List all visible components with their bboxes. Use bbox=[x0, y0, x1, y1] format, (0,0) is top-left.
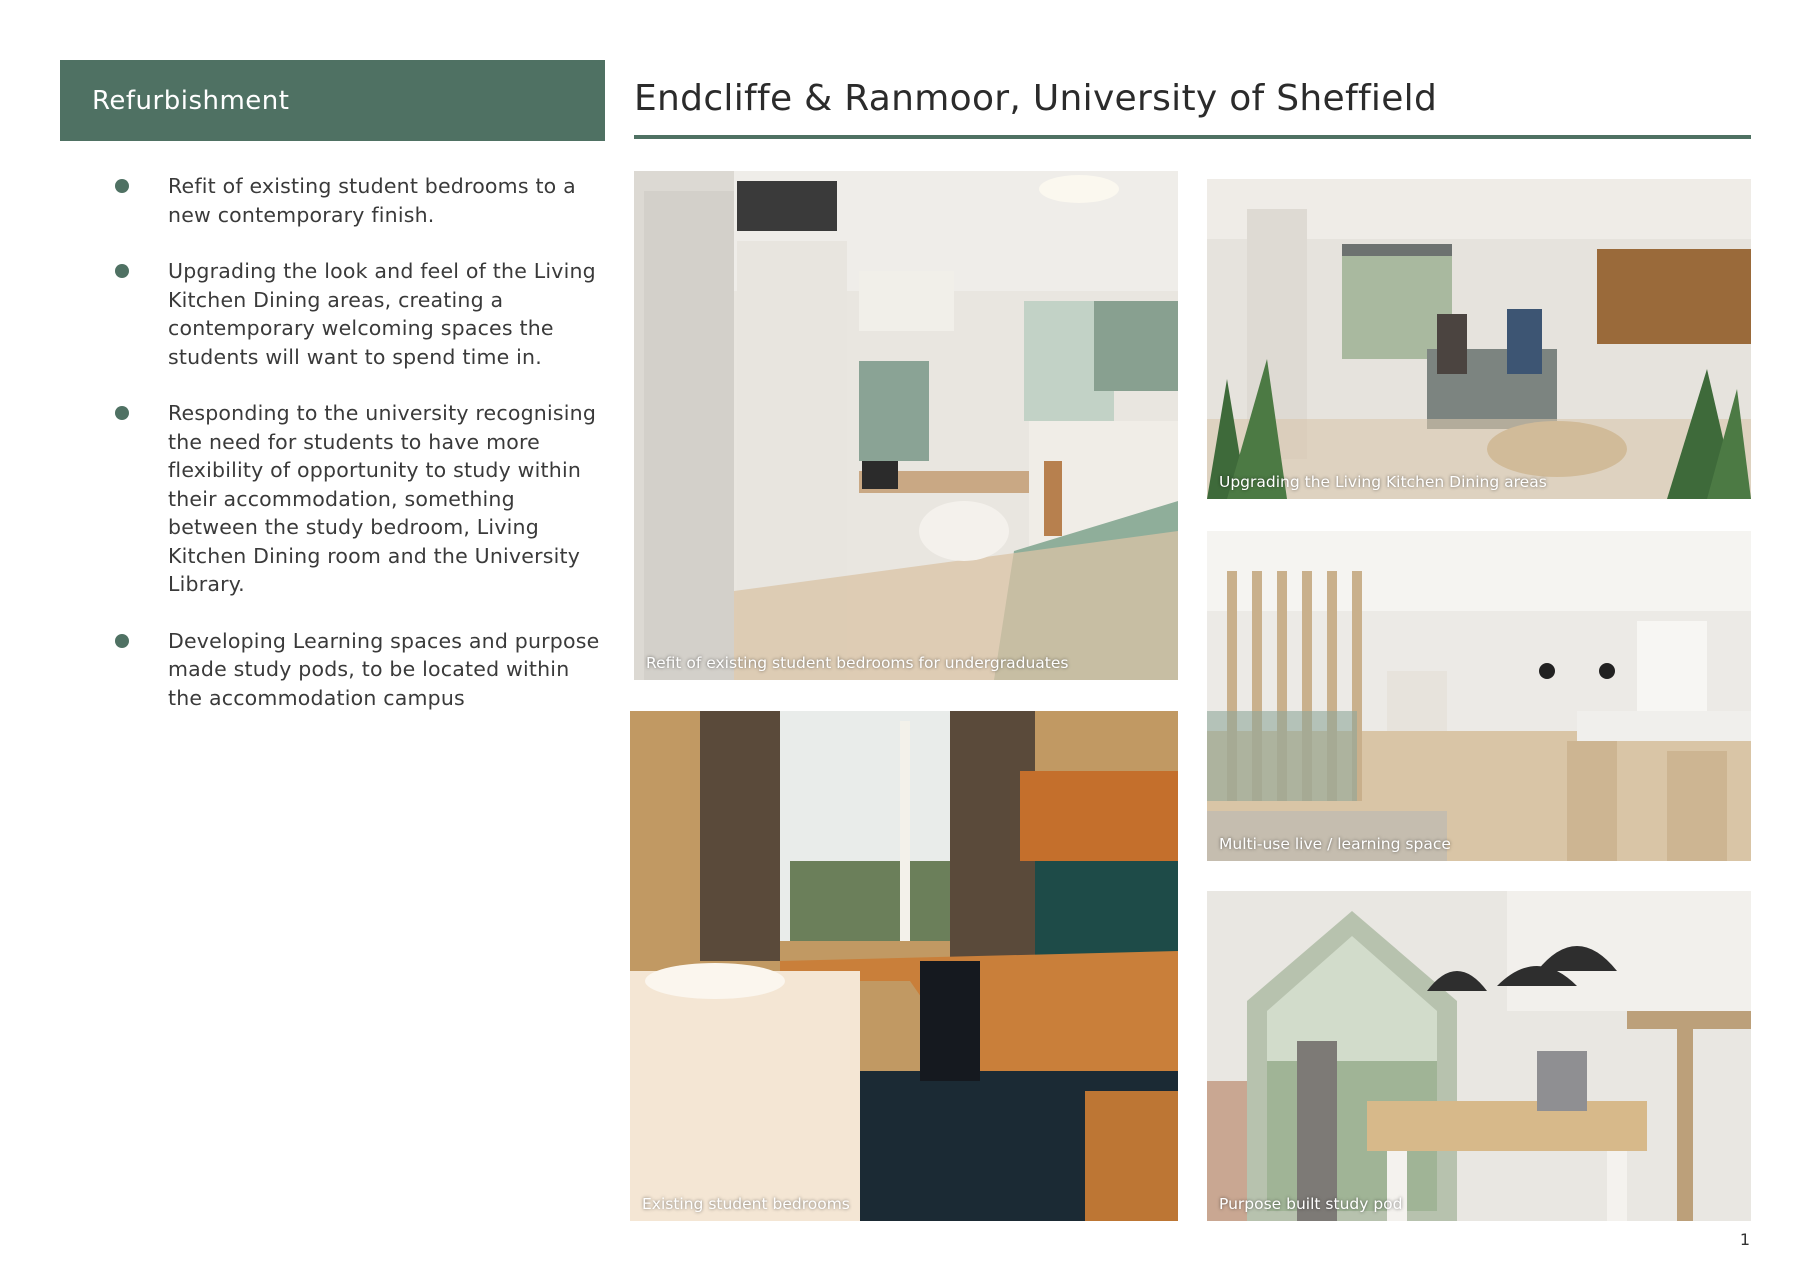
photo-caption: Refit of existing student bedrooms for undergraduates bbox=[646, 654, 1069, 672]
bullet-item bbox=[110, 399, 610, 599]
multi-use-image bbox=[1207, 531, 1751, 861]
photo-caption: Existing student bedrooms bbox=[642, 1195, 850, 1213]
bullet-list bbox=[110, 172, 610, 740]
bullet-dot-icon bbox=[115, 406, 129, 420]
photo-caption: Multi-use live / learning space bbox=[1219, 835, 1451, 853]
photo-existing-bedroom bbox=[630, 711, 1178, 1221]
bullet-dot-icon bbox=[115, 634, 129, 648]
page-number: 1 bbox=[1739, 1230, 1750, 1249]
existing-bedroom-image bbox=[630, 711, 1178, 1221]
bullet-item bbox=[110, 627, 610, 713]
section-label: Refurbishment bbox=[92, 85, 290, 116]
section-banner bbox=[60, 60, 605, 141]
kitchen-dining-image bbox=[1207, 179, 1751, 499]
photo-multi-use bbox=[1207, 531, 1751, 861]
bullet-dot-icon bbox=[115, 179, 129, 193]
bullet-text: Refit of existing student bedrooms to a new contemporary finish. bbox=[168, 174, 576, 227]
page-title: Endcliffe & Ranmoor, University of Sheffield bbox=[634, 78, 1438, 119]
photo-refit-bedroom bbox=[634, 171, 1178, 680]
study-pod-image bbox=[1207, 891, 1751, 1221]
bullet-dot-icon bbox=[115, 264, 129, 278]
refit-bedroom-image bbox=[634, 171, 1178, 680]
bullet-text: Developing Learning spaces and purpose made study pods, to be located within the accommodation campus bbox=[168, 628, 600, 710]
photo-study-pod bbox=[1207, 891, 1751, 1221]
photo-kitchen-dining bbox=[1207, 179, 1751, 499]
bullet-text: Upgrading the look and feel of the Living Kitchen Dining areas, creating a contemporary welcoming spaces the students will want to spend time in. bbox=[168, 259, 596, 369]
bullet-item bbox=[110, 172, 610, 229]
photo-caption: Upgrading the Living Kitchen Dining areas bbox=[1219, 473, 1547, 491]
photo-caption: Purpose built study pod bbox=[1219, 1195, 1403, 1213]
bullet-text: Responding to the university recognising the need for students to have more flexibility of opportunity to study within their accommodation, something between the study bedroom, Living Kitchen Dining room and the University Library. bbox=[168, 401, 597, 596]
bullet-item bbox=[110, 257, 610, 371]
title-rule bbox=[634, 135, 1751, 139]
